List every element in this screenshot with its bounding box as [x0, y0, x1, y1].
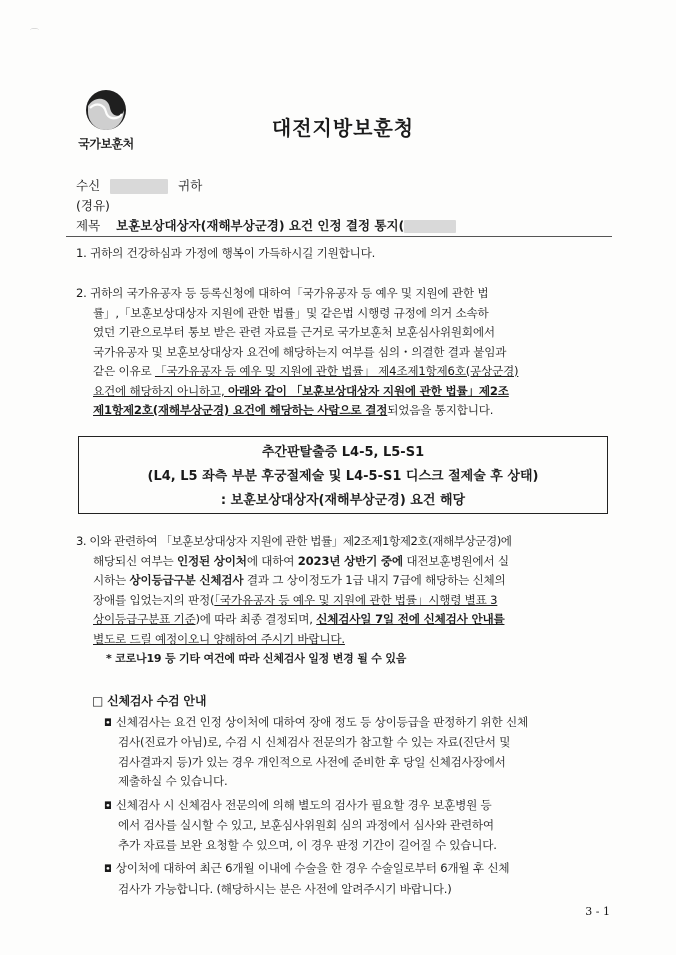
subject-line — [76, 216, 456, 234]
subject-text: 보훈보상대상자(재해부상군경) 요건 인정 결정 통지( — [116, 218, 405, 233]
guide-text: 검사가 가능합니다. (해당하시는 분은 사전에 알려주시기 바랍니다.) — [118, 881, 452, 896]
scan-mark: ⌒ — [30, 29, 40, 39]
guide-heading: □ 신체검사 수검 안내 — [92, 694, 207, 708]
decision-box — [78, 436, 608, 514]
guide-section — [92, 692, 528, 899]
p3-text: 장애를 입었는지의 판정( — [93, 592, 215, 607]
p3-line — [76, 571, 512, 591]
guide-text: 제출하실 수 있습니다. — [118, 774, 228, 788]
bullet-icon: ◘ — [104, 864, 112, 875]
paragraph-2 — [76, 284, 518, 421]
logo-text: 국가보훈처 — [78, 137, 134, 151]
p3-text: 시하는 — [93, 573, 130, 587]
p2-line: 2. 귀하의 국가유공자 등 등록신청에 대하여「국가유공자 등 예우 및 지원에 관한 법 — [76, 286, 489, 300]
guide-bullet-1 — [92, 713, 528, 792]
paragraph-3 — [76, 532, 512, 669]
guide-bullet-3 — [92, 859, 528, 899]
guide-text: 검사결과지 등)가 있는 경우 개인적으로 사전에 준비한 후 당일 신체검사장에서 — [118, 754, 506, 769]
redacted-subject — [404, 220, 456, 233]
p3-text: 결과 그 상이정도가 1급 내지 7급에 해당하는 신체의 — [243, 573, 506, 587]
recipient-line — [76, 176, 202, 194]
p3-bold-text: 상이등급구분 신체검사 — [129, 573, 244, 587]
redacted-name — [110, 179, 168, 194]
p3-line — [76, 552, 512, 572]
p3-text: 에 대하여 — [246, 553, 298, 568]
p3-note: * 코로나19 등 기타 여건에 따라 신체검사 일정 변경 될 수 있음 — [106, 652, 407, 665]
p2-underlined-text: 「국가유공자 등 예우 및 지원에 관한 법률」 제4조제1항제6호(공상군경) — [154, 364, 519, 378]
p3-line — [76, 610, 512, 630]
p3-line — [76, 630, 512, 650]
guide-text: 상이처에 대하여 최근 6개월 이내에 수술을 한 경우 수술일로부터 6개월 후 신체 — [115, 861, 510, 875]
p3-text: )에 따라 최종 결정되며, — [195, 612, 317, 626]
recipient-label: 수신 — [76, 178, 101, 193]
page-title: 대전지방보훈청 — [271, 116, 415, 140]
p2-line — [76, 401, 518, 421]
decision-line-2: (L4, L5 좌측 부분 후궁절제술 및 L4-5-S1 디스크 절제술 후 상태) — [147, 469, 539, 484]
p2-text: 같은 이유로 — [93, 364, 155, 378]
p2-text: 되었음을 통지합니다. — [387, 403, 494, 417]
p2-line: 국가유공자 및 보훈보상대상자 요건에 해당하는지 여부를 심의・의결한 결과 붙임과 — [93, 344, 507, 359]
guide-bullet-2 — [92, 796, 528, 856]
p2-bold-text: 아래와 같이 「보훈보상대상자 지원에 관한 법률」제2조 — [227, 383, 509, 398]
guide-text: 에서 검사를 실시할 수 있고, 보훈심사위원회 심의 과정에서 심사와 관련하여 — [118, 818, 494, 832]
p2-line: 률」,「보훈보상대상자 지원에 관한 법률」및 같은법 시행령 규정에 의거 소속하 — [93, 305, 489, 320]
decision-line-3: : 보훈보상대상자(재해부상군경) 요건 해당 — [220, 493, 466, 508]
p3-text: 해당되신 여부는 — [93, 553, 177, 568]
p3-underlined-text: 「국가유공자 등 예우 및 지원에 관한 법률」시행령 별표 3 — [214, 592, 498, 607]
p2-underlined-text: 요건에 해당하지 아니하고, — [93, 383, 228, 398]
bullet-icon: ◘ — [104, 800, 112, 812]
p3-line: 3. 이와 관련하여 「보훈보상대상자 지원에 관한 법률」제2조제1항제2호(재해부상군경)에 — [76, 534, 512, 548]
recipient-suffix: 귀하 — [178, 178, 203, 193]
guide-text: 추가 자료를 보완 요청할 수 있으며, 이 경우 판정 기간이 길어질 수 있습니다. — [118, 837, 497, 852]
bullet-icon: ◘ — [104, 717, 112, 729]
via-label: (경유) — [76, 198, 110, 213]
page-number: 3 - 1 — [585, 905, 610, 918]
p2-line — [76, 382, 518, 402]
header-divider — [66, 236, 612, 237]
p3-bold-text: 신체검사일 7일 전에 신체검사 안내를 — [316, 612, 505, 626]
decision-line-1: 추간판탈출증 L4-5, L5-S1 — [261, 445, 425, 460]
p3-line — [76, 591, 512, 611]
guide-text: 신체검사는 요건 인정 상이처에 대하여 장애 정도 등 상이등급을 판정하기 위한 신체 — [115, 714, 529, 729]
p2-bold-text: 제1항제2호(재해부상군경) 요건에 해당하는 사람으로 결정 — [93, 403, 388, 417]
subject-label: 제목 — [76, 218, 101, 233]
guide-text: 검사(진료가 아님)로, 수검 시 신체검사 전문의가 참고할 수 있는 자료(진단서 및 — [118, 735, 511, 749]
p3-bold-text: 2023년 상반기 중에 — [297, 553, 403, 568]
guide-text: 신체검사 시 신체검사 전문의에 의해 별도의 검사가 필요할 경우 보훈병원 등 — [115, 797, 492, 812]
paragraph-1: 1. 귀하의 건강하심과 가정에 행복이 가득하시길 기원합니다. — [76, 246, 376, 260]
p3-text: 대전보훈병원에서 실 — [402, 553, 509, 568]
p3-underlined-text: 별도로 드릴 예정이오니 양해하여 주시기 바랍니다. — [93, 631, 345, 646]
p3-underlined-text: 상이등급구분표 기준 — [93, 612, 196, 626]
p2-line — [76, 362, 518, 382]
p3-bold-text: 인정된 상이처 — [176, 553, 247, 568]
p2-line: 였던 기관으로부터 통보 받은 관련 자료를 근거로 국가보훈처 보훈심사위원회에서 — [93, 325, 495, 339]
